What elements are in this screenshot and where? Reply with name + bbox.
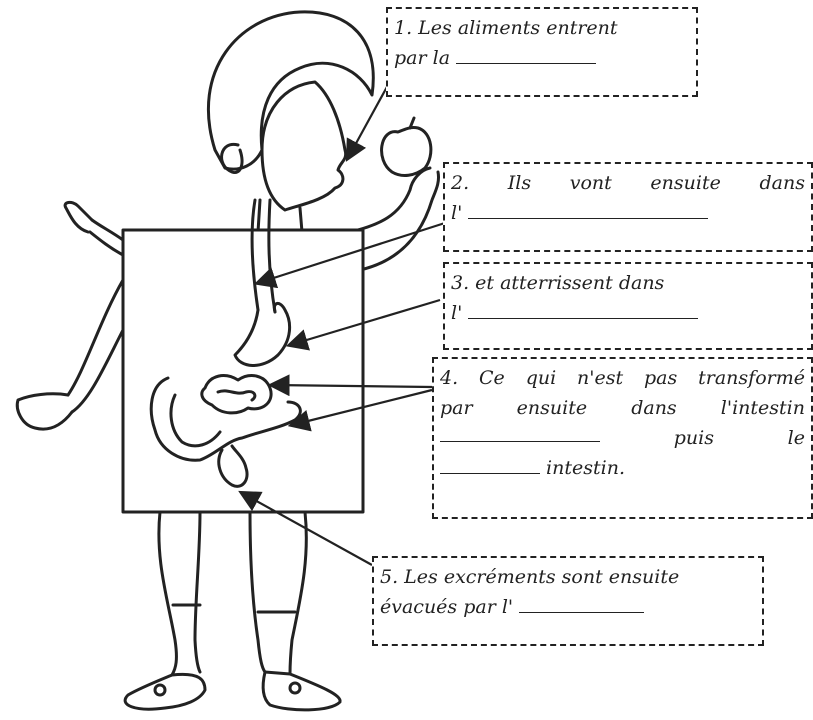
question-2-line-1: 2. Ils vont ensuite dans	[451, 172, 805, 194]
answer-blank-3[interactable]	[468, 300, 698, 319]
torso-frame	[123, 230, 363, 512]
question-4-line-3: puis le	[440, 423, 805, 453]
question-3-line-1: 3. et atterrissent dans	[451, 272, 665, 294]
question-box-4	[432, 357, 813, 519]
question-box-3	[443, 262, 813, 350]
left-hand-down	[17, 394, 72, 429]
apple	[382, 127, 431, 175]
left-arm-up	[90, 220, 123, 255]
right-leg	[250, 512, 306, 674]
face-outline	[262, 82, 346, 210]
question-5-line-1: 5. Les excréments sont ensuite	[380, 566, 680, 588]
question-box-2	[443, 162, 813, 252]
answer-blank-1[interactable]	[456, 45, 596, 64]
left-hand-up	[65, 202, 92, 232]
answer-blank-4a[interactable]	[440, 423, 600, 442]
answer-blank-2[interactable]	[468, 200, 708, 219]
question-5-line-2	[380, 592, 756, 622]
right-shoe	[263, 672, 340, 710]
question-4-line-1: 4. Ce qui n'est pas transformé	[440, 367, 805, 389]
left-arm-down	[68, 280, 123, 412]
question-1-prefix: par la	[394, 47, 451, 69]
question-4-line-4: intestin.	[440, 453, 805, 483]
question-box-1	[386, 7, 698, 97]
question-2-line-2	[451, 198, 805, 228]
question-2-prefix: l'	[451, 202, 463, 224]
question-box-5	[372, 556, 764, 646]
answer-blank-4b[interactable]	[440, 455, 540, 474]
question-4-line-2: par ensuite dans l'intestin	[440, 397, 805, 419]
question-3-prefix: l'	[451, 302, 463, 324]
left-leg	[159, 512, 200, 675]
answer-blank-5[interactable]	[519, 594, 644, 613]
question-5-prefix: évacués par l'	[380, 596, 514, 618]
question-3-line-2	[451, 298, 805, 328]
question-1-line-1: 1. Les aliments entrent	[394, 17, 618, 39]
question-1-line-2	[394, 43, 690, 73]
